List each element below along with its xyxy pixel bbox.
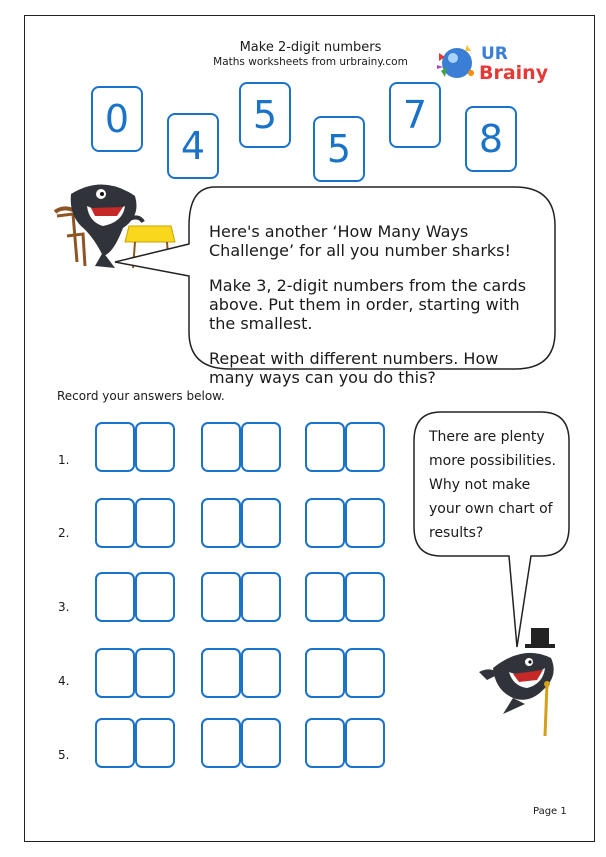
digit-box[interactable] xyxy=(135,648,175,698)
digit-box[interactable] xyxy=(95,572,135,622)
digit-box[interactable] xyxy=(305,718,345,768)
digit-box[interactable] xyxy=(305,422,345,472)
digit-box[interactable] xyxy=(345,422,385,472)
digit-box[interactable] xyxy=(95,718,135,768)
number-card: 5 xyxy=(239,82,291,148)
side-speech-text: There are plenty more possibilities. Why not make your own chart of results? xyxy=(429,429,556,541)
record-instruction: Record your answers below. xyxy=(57,389,225,403)
page-title: Make 2-digit numbers xyxy=(239,40,382,55)
page-subtitle: Maths worksheets from urbrainy.com xyxy=(213,56,408,68)
svg-text:Brainy: Brainy xyxy=(479,62,549,84)
digit-box[interactable] xyxy=(135,498,175,548)
digit-box[interactable] xyxy=(345,718,385,768)
digit-box[interactable] xyxy=(201,648,241,698)
digit-box[interactable] xyxy=(305,648,345,698)
digit-box[interactable] xyxy=(201,718,241,768)
digit-box[interactable] xyxy=(345,648,385,698)
row-number: 5. xyxy=(58,748,70,762)
digit-box[interactable] xyxy=(241,422,281,472)
digit-box[interactable] xyxy=(305,572,345,622)
speech-paragraph: Here's another ‘How Many Ways Challenge’ for all you number sharks! xyxy=(209,222,511,260)
row-number: 2. xyxy=(58,526,70,540)
digit-box[interactable] xyxy=(345,498,385,548)
digit-box[interactable] xyxy=(241,718,281,768)
number-card: 7 xyxy=(389,82,441,148)
number-card: 8 xyxy=(465,106,517,172)
digit-box[interactable] xyxy=(95,648,135,698)
digit-box[interactable] xyxy=(135,572,175,622)
svg-text:UR: UR xyxy=(481,44,508,64)
speech-paragraph: Make 3, 2-digit numbers from the cards above. Put them in order, starting with the smallest. xyxy=(209,276,527,333)
digit-box[interactable] xyxy=(201,498,241,548)
digit-box[interactable] xyxy=(345,572,385,622)
digit-box[interactable] xyxy=(201,572,241,622)
number-card: 5 xyxy=(313,116,365,182)
speech-bubble-main xyxy=(175,186,557,386)
digit-box[interactable] xyxy=(135,718,175,768)
worksheet-page xyxy=(24,15,595,842)
speech-paragraph: Repeat with different numbers. How many ways can you do this? xyxy=(209,349,499,387)
digit-box[interactable] xyxy=(241,572,281,622)
digit-box[interactable] xyxy=(135,422,175,472)
number-card: 4 xyxy=(167,113,219,179)
digit-box[interactable] xyxy=(201,422,241,472)
digit-box[interactable] xyxy=(241,498,281,548)
row-number: 3. xyxy=(58,600,70,614)
digit-box[interactable] xyxy=(305,498,345,548)
page-number: Page 1 xyxy=(533,806,567,817)
top-hat-shark-illustration xyxy=(473,624,563,744)
digit-box[interactable] xyxy=(241,648,281,698)
number-card: 0 xyxy=(91,86,143,152)
digit-box[interactable] xyxy=(95,498,135,548)
row-number: 4. xyxy=(58,674,70,688)
digit-box[interactable] xyxy=(95,422,135,472)
row-number: 1. xyxy=(58,453,70,467)
